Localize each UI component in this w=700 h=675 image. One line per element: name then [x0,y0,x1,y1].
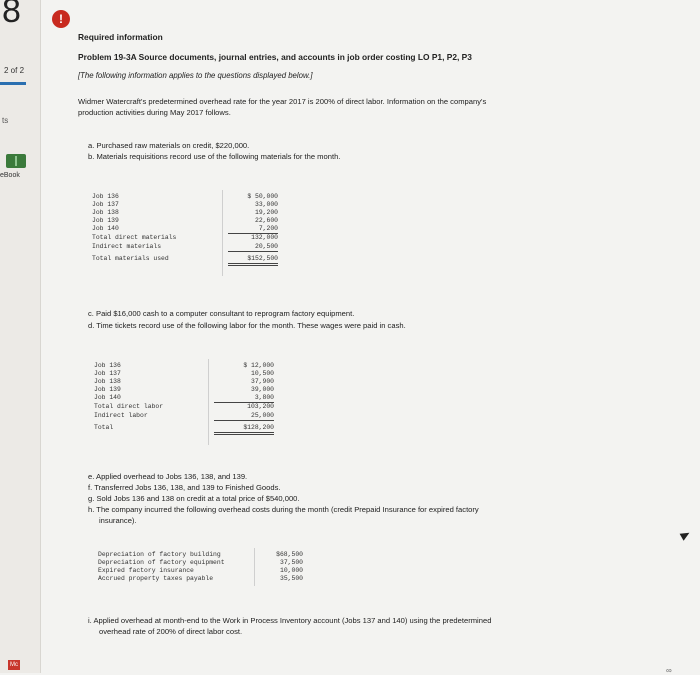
table-divider [254,548,255,586]
instruction-note: [The following information applies to the questions displayed below.] [78,71,313,80]
table-row-value: 25,000 [214,412,274,421]
table-row-label: Job 138 [92,209,119,216]
item-d: d. Time tickets record use of the following labor for the month. These wages were paid in cash. [88,321,406,330]
table-row-value: $68,500 [276,551,303,558]
table-row-value: 33,000 [254,201,278,208]
table-row-value: 39,000 [250,386,274,393]
table-row-label: Expired factory insurance [98,567,194,574]
intro-line-2: production activities during May 2017 follows. [78,108,231,117]
table-row-label: Total [94,424,114,431]
table-row-value: 132,000 [251,234,278,241]
intro-line-1: Widmer Watercraft's predetermined overhead rate for the year 2017 is 200% of direct labor. Information on the company's [78,97,487,106]
table-divider [222,190,223,276]
table-row-label: Job 140 [94,394,121,401]
table-row-label: Job 136 [94,362,121,369]
table-row-label: Indirect labor [94,412,148,419]
table-row-label: Job 139 [92,217,119,224]
publisher-logo: Mc [10,662,18,668]
materials-table [92,193,282,273]
left-sidebar [0,0,41,673]
table-row-value: 35,500 [279,575,303,582]
table-divider [208,359,209,445]
table-row-value: $152,500 [228,255,278,266]
item-f: f. Transferred Jobs 136, 138, and 139 to Finished Goods. [88,483,281,492]
table-row-label: Total materials used [92,255,169,262]
table-row-value: 10,500 [250,370,274,377]
table-row-label: Total direct labor [94,403,164,410]
page-indicator[interactable]: 2 of 2 [4,66,25,75]
ebook-icon[interactable] [6,154,26,168]
table-row-value: 19,200 [254,209,278,216]
table-row-label: Accrued property taxes payable [98,575,214,582]
table-row-label: Depreciation of factory building [98,551,221,558]
table-row-value: 37,900 [250,378,274,385]
table-row-value: 3,800 [214,394,274,403]
table-row-value: 20,500 [228,243,278,252]
item-i-line-1: i. Applied overhead at month-end to the Work in Process Inventory account (Jobs 137 and 140) using the predetermined [88,616,492,625]
problem-title: Problem 19-3A Source documents, journal entries, and accounts in job order costing LO P1, P2, P3 [78,52,472,62]
table-row-value: 22,600 [254,217,278,224]
table-row-value: $128,200 [214,424,274,435]
item-i-line-2: overhead rate of 200% of direct labor cost. [99,627,243,636]
table-row-value: $ 50,000 [247,193,278,200]
sidebar-fragment-label: ts [2,116,9,125]
table-row-label: Job 139 [94,386,121,393]
mouse-cursor-icon [680,529,692,540]
table-row-label: Job 137 [94,370,121,377]
table-row-value: 37,500 [279,559,303,566]
table-row-value: 10,000 [279,567,303,574]
table-row-label: Job 137 [92,201,119,208]
table-row-value: $ 12,000 [243,362,274,369]
question-number: 8 [2,0,21,30]
link-icon[interactable]: ∞ [666,666,672,675]
table-row-label: Indirect materials [92,243,162,250]
item-c: c. Paid $16,000 cash to a computer consultant to reprogram factory equipment. [88,309,355,318]
table-row-label: Total direct materials [92,234,177,241]
item-e: e. Applied overhead to Jobs 136, 138, and 139. [88,472,248,481]
table-row-value: 7,200 [228,225,278,234]
table-row-value: 103,200 [247,403,274,410]
labor-table [94,362,284,442]
page-progress-bar [0,82,26,85]
overhead-table [98,551,318,587]
required-heading: Required information [78,32,163,42]
item-a: a. Purchased raw materials on credit, $220,000. [88,141,250,150]
item-g: g. Sold Jobs 136 and 138 on credit at a total price of $540,000. [88,494,300,503]
table-row-label: Job 140 [92,225,119,232]
ebook-label[interactable]: eBook [0,172,20,179]
item-h-line-2: insurance). [99,516,137,525]
alert-icon[interactable]: ! [52,10,70,28]
table-row-label: Depreciation of factory equipment [98,559,225,566]
table-row-label: Job 138 [94,378,121,385]
item-h-line-1: h. The company incurred the following overhead costs during the month (credit Prepaid Insurance for expired factory [88,505,479,514]
table-row-label: Job 136 [92,193,119,200]
item-b: b. Materials requisitions record use of the following materials for the month. [88,152,341,161]
